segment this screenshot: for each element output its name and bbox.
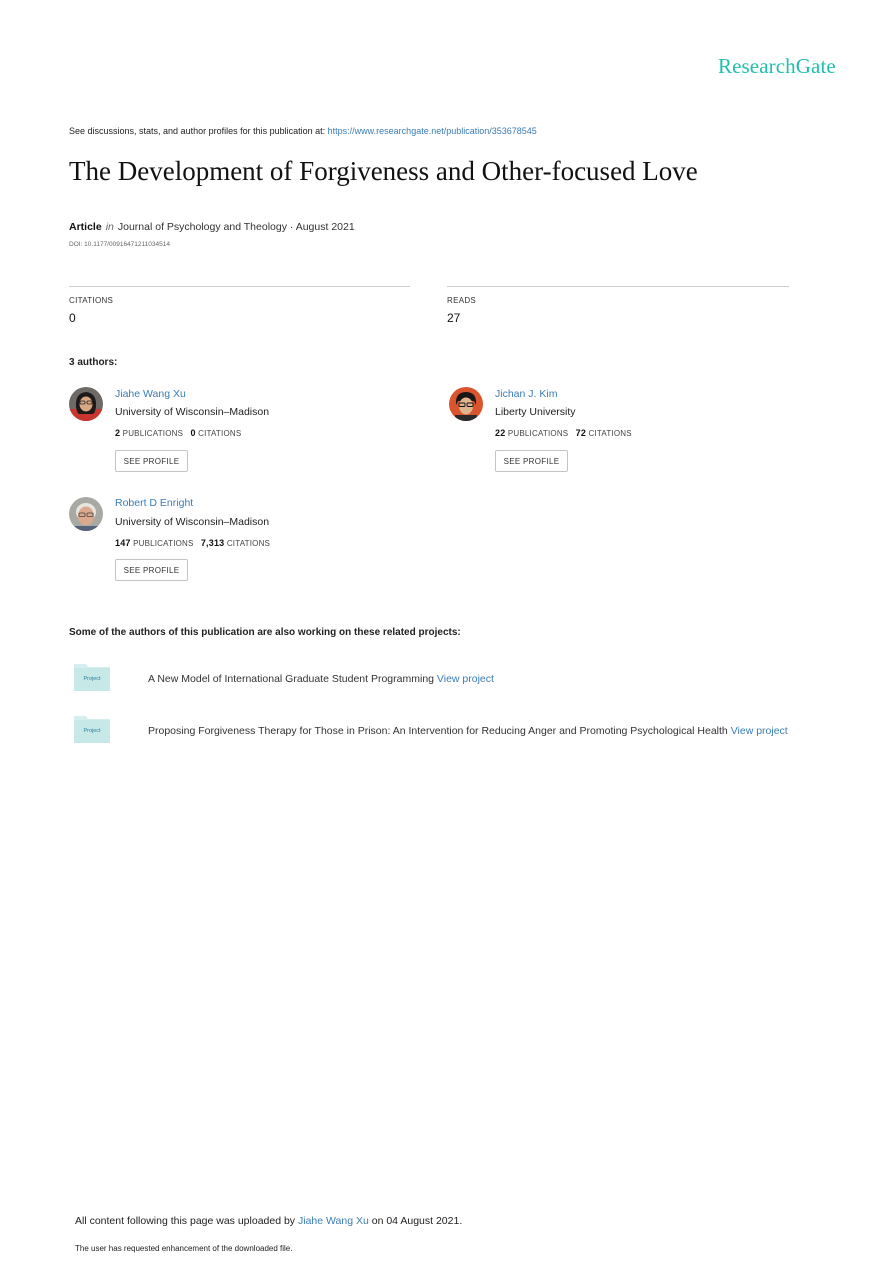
- publication-url-link[interactable]: https://www.researchgate.net/publication/353678545: [327, 126, 537, 136]
- related-projects-heading: Some of the authors of this publication are also working on these related projects:: [69, 627, 461, 638]
- publications-label: PUBLICATIONS: [133, 539, 194, 548]
- project-title: Proposing Forgiveness Therapy for Those in Prison: An Intervention for Reducing Anger and Promoting Psychological Health: [148, 725, 728, 737]
- project-row: [148, 673, 494, 685]
- publications-label: PUBLICATIONS: [122, 429, 184, 438]
- author-stats: [115, 428, 241, 438]
- view-project-link[interactable]: View project: [436, 673, 494, 685]
- doi: DOI: 10.1177/00916471211034514: [69, 241, 170, 248]
- uploader-link[interactable]: Jiahe Wang Xu: [297, 1215, 369, 1227]
- citations-value: 0: [69, 311, 76, 325]
- see-discussions-text: See discussions, stats, and author profiles for this publication at:: [69, 126, 326, 136]
- project-badge: Project: [83, 728, 101, 734]
- author-name-link[interactable]: Jichan J. Kim: [495, 388, 558, 400]
- author-name-link[interactable]: Jiahe Wang Xu: [115, 388, 186, 400]
- reads-value: 27: [447, 311, 461, 325]
- see-discussions-line: [69, 126, 537, 136]
- upload-note: [75, 1215, 462, 1227]
- upload-date: on 04 August 2021.: [371, 1215, 463, 1227]
- author-institution: University of Wisconsin–Madison: [115, 516, 270, 528]
- enhancement-note: The user has requested enhancement of the downloaded file.: [75, 1244, 293, 1253]
- publications-count: 147: [115, 538, 131, 548]
- author-stats: [115, 538, 270, 548]
- see-profile-button[interactable]: SEE PROFILE: [115, 559, 188, 581]
- author-stats: [495, 428, 632, 438]
- authors-heading: 3 authors:: [69, 357, 118, 368]
- journal-date: Journal of Psychology and Theology · August 2021: [117, 221, 355, 233]
- citations-count: 7,313: [200, 538, 225, 548]
- in-word: in: [105, 221, 114, 233]
- view-project-link[interactable]: View project: [730, 725, 788, 737]
- citations-label: CITATIONS: [69, 296, 114, 305]
- citations-count: 72: [575, 428, 587, 438]
- project-row: [148, 725, 788, 737]
- publications-count: 2: [115, 428, 121, 438]
- citations-label: CITATIONS: [226, 539, 271, 548]
- see-profile-button[interactable]: SEE PROFILE: [115, 450, 188, 472]
- citations-count: 0: [190, 428, 196, 438]
- reads-divider: [447, 286, 789, 287]
- citations-label: CITATIONS: [198, 429, 242, 438]
- project-title: A New Model of International Graduate Student Programming: [148, 673, 434, 685]
- author-name-link[interactable]: Robert D Enright: [115, 497, 194, 509]
- project-folder-icon: [73, 714, 111, 749]
- citations-divider: [69, 286, 410, 287]
- reads-label: READS: [447, 296, 477, 305]
- publication-title: The Development of Forgiveness and Other-focused Love: [69, 156, 698, 186]
- publications-count: 22: [495, 428, 506, 438]
- avatar[interactable]: [69, 497, 103, 531]
- project-badge: Project: [83, 676, 101, 682]
- citations-label: CITATIONS: [588, 429, 632, 438]
- avatar[interactable]: [69, 387, 103, 421]
- upload-prefix: All content following this page was uploaded by: [75, 1215, 296, 1227]
- author-institution: University of Wisconsin–Madison: [115, 406, 270, 418]
- publications-label: PUBLICATIONS: [507, 429, 569, 438]
- publication-type: Article: [69, 221, 102, 233]
- publication-meta: [69, 221, 355, 233]
- author-institution: Liberty University: [495, 406, 576, 418]
- see-profile-button[interactable]: SEE PROFILE: [495, 450, 568, 472]
- project-folder-icon: [73, 662, 111, 697]
- avatar[interactable]: [449, 387, 483, 421]
- researchgate-logo[interactable]: ResearchGate: [718, 54, 836, 78]
